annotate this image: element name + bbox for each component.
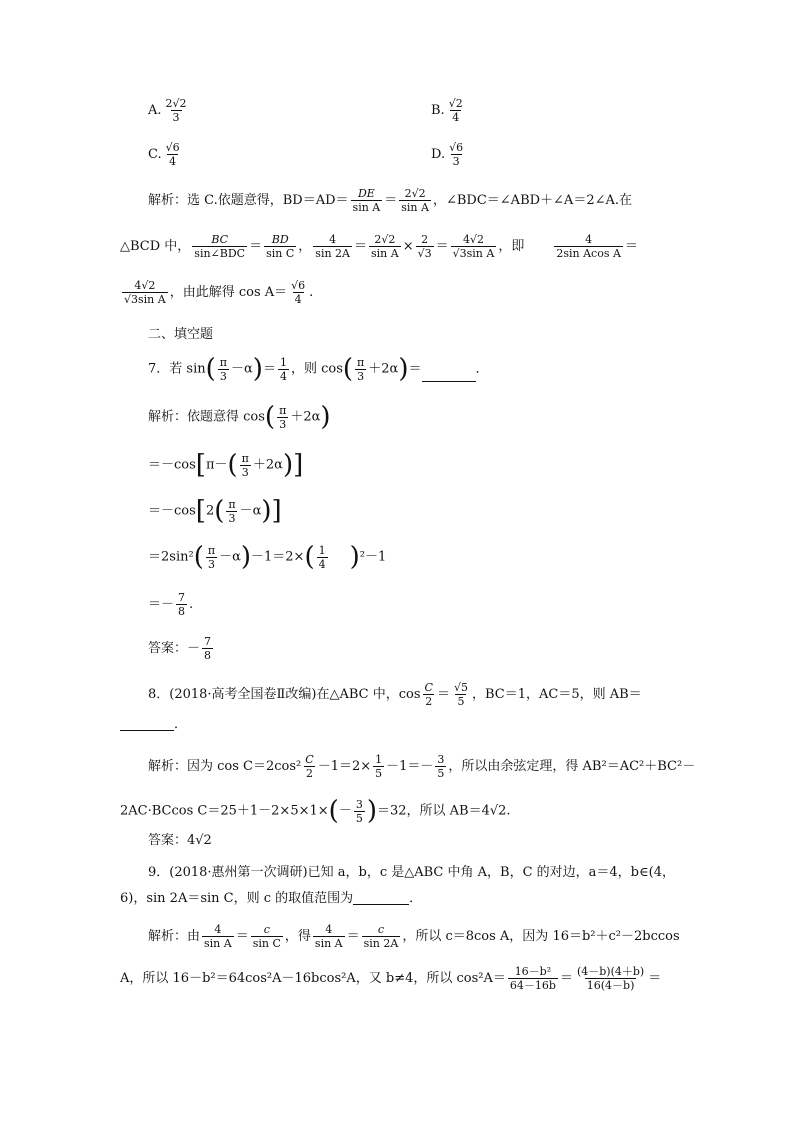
option-a: A. $\frac{2√2}{3}$ (148, 97, 187, 124)
option-c: C. $\frac{√6}{4}$ (148, 141, 180, 168)
q7-solution-line-2: ＝－cos[π－( $\frac{\pi}{3}$ ＋2α)] (148, 450, 304, 480)
q8-answer: 答案：4√2 (148, 833, 212, 848)
q7-solution-line-3: ＝－cos[2( $\frac{\pi}{3}$ －α)] (148, 496, 282, 526)
q6-solution-line-3: $\frac{4√2}{\text{√3sin A}}$ ，由此解得 cos A＝ $\frac{√6}{4}$ . (124, 279, 314, 306)
option-b: B. $\frac{√2}{4}$ (431, 97, 463, 124)
q6-solution-line-1: 解析：选 C.依题意得，BD＝AD＝ $\frac{DE}{\text{sin A}}$ ＝ $\frac{2√2}{\text{sin A}}$ ，∠BDC＝∠ABD＋∠A＝2∠A.在 (148, 187, 633, 214)
section-title: 二、填空题 (148, 327, 214, 342)
q7-solution-line-5: ＝－ $\frac{7}{8}$ . (148, 591, 194, 618)
q7-solution-line-4: ＝2sin²( $\frac{\pi}{3}$ －α)－1＝2×( $\frac{1}{4}$ )²－1 (148, 542, 387, 572)
q9-stem-line-2: 6)，sin 2A＝sin C，则 c 的取值范围为 ． (120, 891, 423, 906)
q8-solution-line-2: 2AC·BCcos C＝25＋1－2×5×1×(－ $\frac{3}{5}$ )＝32，所以 AB＝4√2. (120, 796, 511, 826)
q9-solution-line-2: A，所以 16－b²＝64cos²A－16bcos²A，又 b≠4，所以 cos²A＝ $\frac{\text{16－b²}}{64-16b}$ ＝ $\frac{(4-b)(4+b)}{16(4-b)}$ ＝ (120, 965, 662, 992)
q9-stem-line-1: 9．(2018·惠州第一次调研)已知 a，b，c 是△ABC 中角 A，B，C 的对边，a＝4，b∈(4， (148, 865, 675, 880)
q8-stem-line-1: 8．(2018·高考全国卷Ⅱ改编)在△ABC 中，cos $\frac{C}{2}$ ＝ $\frac{√5}{5}$ ，BC＝1，AC＝5，则 AB＝ (148, 681, 642, 708)
q8-answer-blank (120, 718, 174, 731)
q9-solution-line-1: 解析：由 $\frac{4}{\text{sin A}}$ ＝ $\frac{c}{\text{sin C}}$ ，得 $\frac{4}{\text{sin A}}$ ＝ $\frac{c}{\sin 2A}$ ，所以 c＝8cos A，因为 16＝b²＋c²－2bccos (148, 923, 680, 950)
q7-stem: 7．若 sin( $\frac{\pi}{3}$ －α)＝ $\frac{1}{4}$ ，则 cos( $\frac{\pi}{3}$ ＋2α)＝ ． (148, 354, 489, 384)
q8-stem-line-2: ． (120, 718, 187, 731)
option-d: D. $\frac{√6}{3}$ (431, 141, 464, 168)
q9-answer-blank (353, 892, 409, 905)
q8-solution-line-1: 解析：因为 cos C＝2cos² $\frac{C}{2}$ －1＝2× $\frac{1}{5}$ －1＝－ $\frac{3}{5}$ ，所以由余弦定理，得 AB²＝AC²＋BC²－ (148, 753, 696, 780)
q7-solution-line-1: 解析：依题意得 cos( $\frac{\pi}{3}$ ＋2α) (148, 402, 331, 432)
q7-answer: 答案：－ $\frac{7}{8}$ (148, 635, 212, 662)
q7-answer-blank (422, 369, 476, 382)
q6-solution-line-2: △BCD 中， BC sin∠BDC ＝ $\frac{BD}{\text{sin C}}$ ， $\frac{4}{\sin 2A}$ ＝ $\frac{2√2}{\text{sin A}}$ × $\frac{2}{√3}$ ＝ $\frac{4√2}{\text{√3sin A}}$ ，即 $\frac{4}{\text{2sin Acos A}}$ ＝ (120, 233, 638, 260)
